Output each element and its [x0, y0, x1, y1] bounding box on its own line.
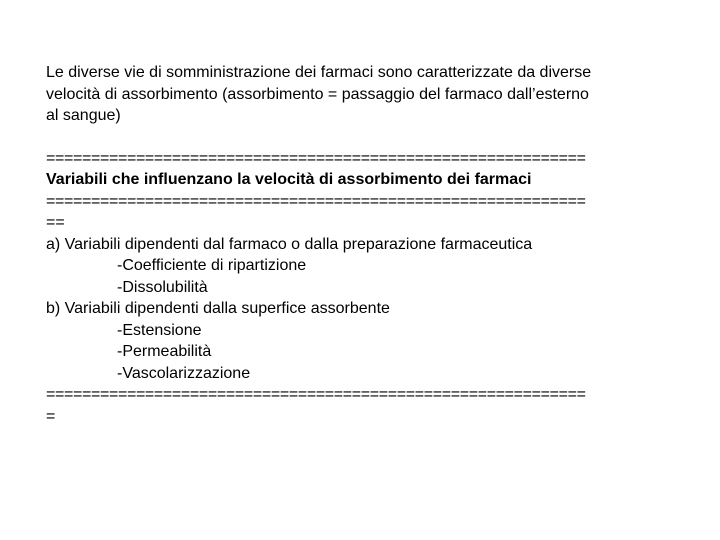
section-b-item-3: -Vascolarizzazione — [117, 364, 251, 382]
separator-middle: ============================================================ — [46, 192, 586, 210]
intro-line-3: al sangue) — [46, 107, 121, 124]
section-b-item-1: -Estensione — [117, 321, 202, 339]
section-a-item-1: -Coefficiente di ripartizione — [117, 257, 307, 274]
intro-line-2: velocità di assorbimento (assorbimento = passaggio del farmaco dall’esterno — [46, 85, 589, 103]
separator-top: ============================================================ — [46, 149, 586, 167]
intro-line-1: Le diverse vie di somministrazione dei farmaci sono caratterizzate da diverse — [46, 64, 592, 81]
section-a-item-2: -Dissolubilità — [117, 278, 208, 296]
spacer — [46, 127, 676, 148]
section-b-item-2: -Permeabilità — [117, 343, 212, 360]
section-a-title: a) Variabili dipendenti dal farmaco o dalla preparazione farmaceutica — [46, 235, 533, 253]
separator-bottom-overflow: = — [46, 407, 56, 425]
intro-paragraph — [46, 62, 676, 127]
section-b — [46, 298, 676, 384]
document-body — [46, 62, 676, 427]
separator-middle-overflow: == — [46, 214, 65, 231]
separator-bottom: ============================================================ — [46, 386, 586, 403]
section-b-title: b) Variabili dipendenti dalla superfice assorbente — [46, 300, 390, 317]
heading: Variabili che influenzano la velocità di assorbimento dei farmaci — [46, 171, 532, 188]
section-a — [46, 234, 676, 299]
